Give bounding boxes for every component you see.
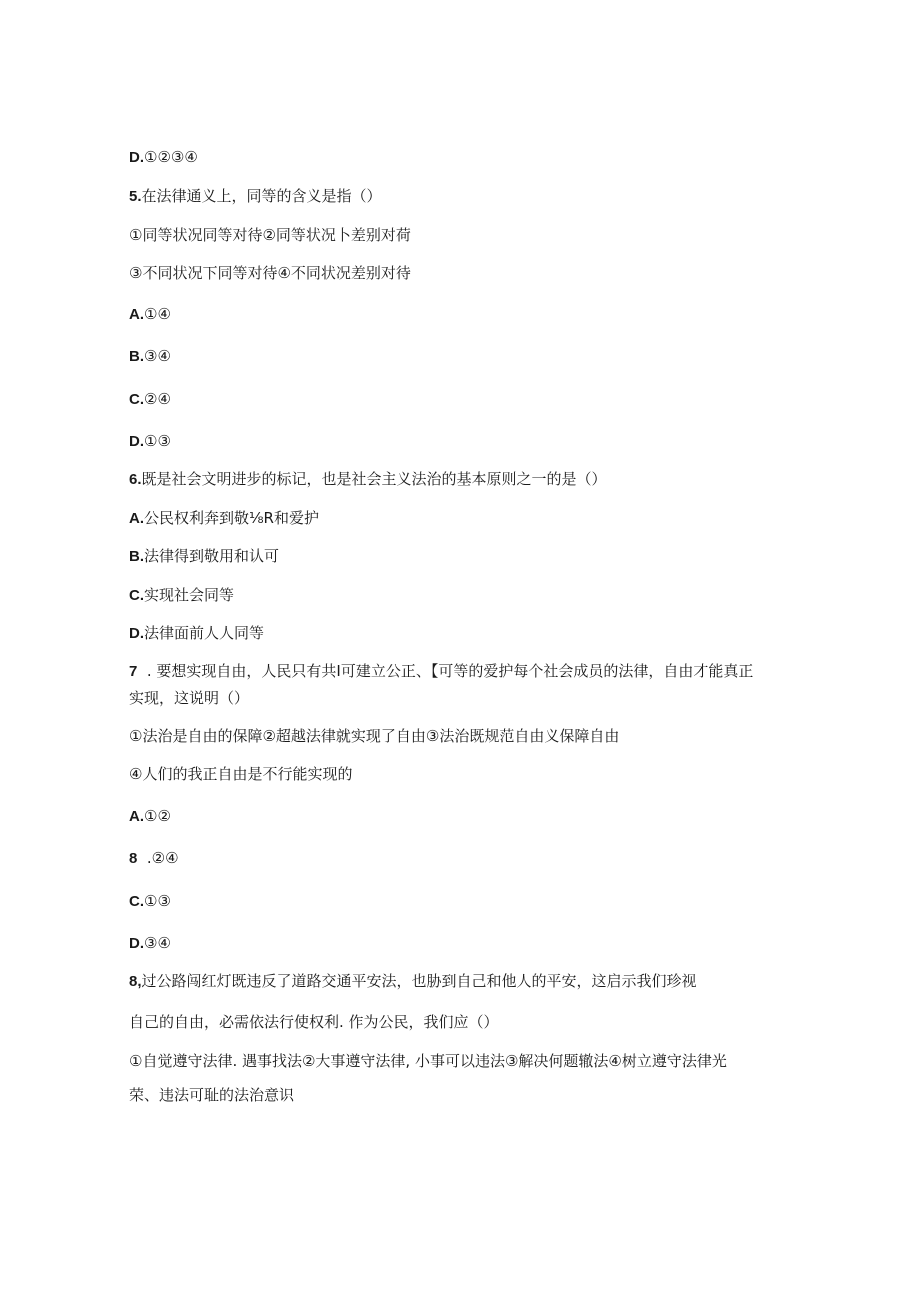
statement-text: 荣、违法可耻的法治意识 bbox=[129, 1086, 295, 1104]
option-label: B. bbox=[129, 548, 144, 565]
option-line bbox=[129, 508, 319, 529]
statement-text: ①同等状况同等对待②同等状况卜差别对荷 bbox=[129, 226, 411, 244]
question-text: . 要想实现自由，人民只有共I可建立公正、【可等的爱护每个社会成员的法律，自由才能真正 bbox=[137, 662, 754, 680]
option-text: ③④ bbox=[144, 347, 171, 365]
statement-line bbox=[129, 1085, 294, 1105]
option-line bbox=[129, 431, 171, 452]
option-line bbox=[129, 346, 171, 367]
option-line bbox=[129, 389, 171, 410]
statement-line bbox=[129, 263, 411, 283]
question-text: 既是社会文明进步的标记，也是社会主义法治的基本原则之一的是（） bbox=[141, 470, 607, 488]
question-continuation bbox=[129, 1012, 499, 1032]
option-text: 法律得到敬用和认可 bbox=[144, 547, 280, 565]
statement-line bbox=[129, 764, 352, 784]
option-text: ③④ bbox=[144, 934, 171, 952]
option-text: 法律面前人人同等 bbox=[144, 624, 265, 642]
option-text: ①②③④ bbox=[144, 148, 198, 166]
option-label: C. bbox=[129, 587, 144, 604]
option-text: .②④ bbox=[137, 849, 179, 867]
question-number: 7 bbox=[129, 663, 138, 680]
option-line bbox=[129, 848, 179, 869]
option-label: C. bbox=[129, 893, 144, 910]
statement-line bbox=[129, 225, 411, 245]
option-line bbox=[129, 891, 171, 912]
statement-text: ④人们的我正自由是不行能实现的 bbox=[129, 765, 353, 783]
question-number: 5. bbox=[129, 188, 142, 205]
question-text: 实现，这说明（） bbox=[129, 689, 250, 707]
option-label: A. bbox=[129, 510, 144, 527]
statement-text: ①法治是自由的保障②超越法律就实现了自由③法治既规范自由义保障自由 bbox=[129, 727, 620, 745]
option-label: D. bbox=[129, 149, 144, 166]
question-line bbox=[129, 186, 382, 207]
option-text: ②④ bbox=[144, 390, 171, 408]
option-text: ①③ bbox=[144, 432, 171, 450]
option-text: 实现社会同等 bbox=[144, 586, 235, 604]
option-label: D. bbox=[129, 935, 144, 952]
option-text: ①③ bbox=[144, 892, 171, 910]
option-text: 公民权利奔到敬⅛R和爱护 bbox=[144, 509, 319, 527]
option-line bbox=[129, 623, 264, 644]
option-line bbox=[129, 304, 171, 325]
question-number: 6. bbox=[129, 471, 142, 488]
statement-line bbox=[129, 726, 619, 746]
option-line bbox=[129, 147, 198, 168]
question-continuation bbox=[129, 688, 249, 708]
option-line bbox=[129, 933, 171, 954]
question-number: 8, bbox=[129, 973, 142, 990]
option-text: ①④ bbox=[144, 305, 171, 323]
statement-text: ①自觉遵守法律. 遇事找法②大事遵守法律, 小事可以违法③解决何题辙法④树立遵守法律光 bbox=[129, 1052, 727, 1070]
option-line bbox=[129, 806, 171, 827]
option-label: D. bbox=[129, 433, 144, 450]
option-label: 8 bbox=[129, 850, 138, 867]
option-line bbox=[129, 546, 279, 567]
question-text: 在法律通义上，同等的含义是指（） bbox=[141, 187, 382, 205]
option-text: ①② bbox=[144, 807, 171, 825]
option-label: D. bbox=[129, 625, 144, 642]
option-label: B. bbox=[129, 348, 144, 365]
question-line bbox=[129, 661, 753, 682]
question-text: 过公路闯红灯既违反了道路交通平安法，也胁到自己和他人的平安，这启示我们珍视 bbox=[141, 972, 697, 990]
statement-text: ③不同状况下同等对待④不同状况差别对待 bbox=[129, 264, 411, 282]
question-text: 自己的自由，必需依法行使权利. 作为公民，我们应（） bbox=[129, 1013, 499, 1031]
statement-line bbox=[129, 1051, 727, 1071]
option-label: A. bbox=[129, 306, 144, 323]
option-label: A. bbox=[129, 808, 144, 825]
question-line bbox=[129, 469, 607, 490]
option-line bbox=[129, 585, 234, 606]
option-label: C. bbox=[129, 391, 144, 408]
question-line bbox=[129, 971, 697, 992]
